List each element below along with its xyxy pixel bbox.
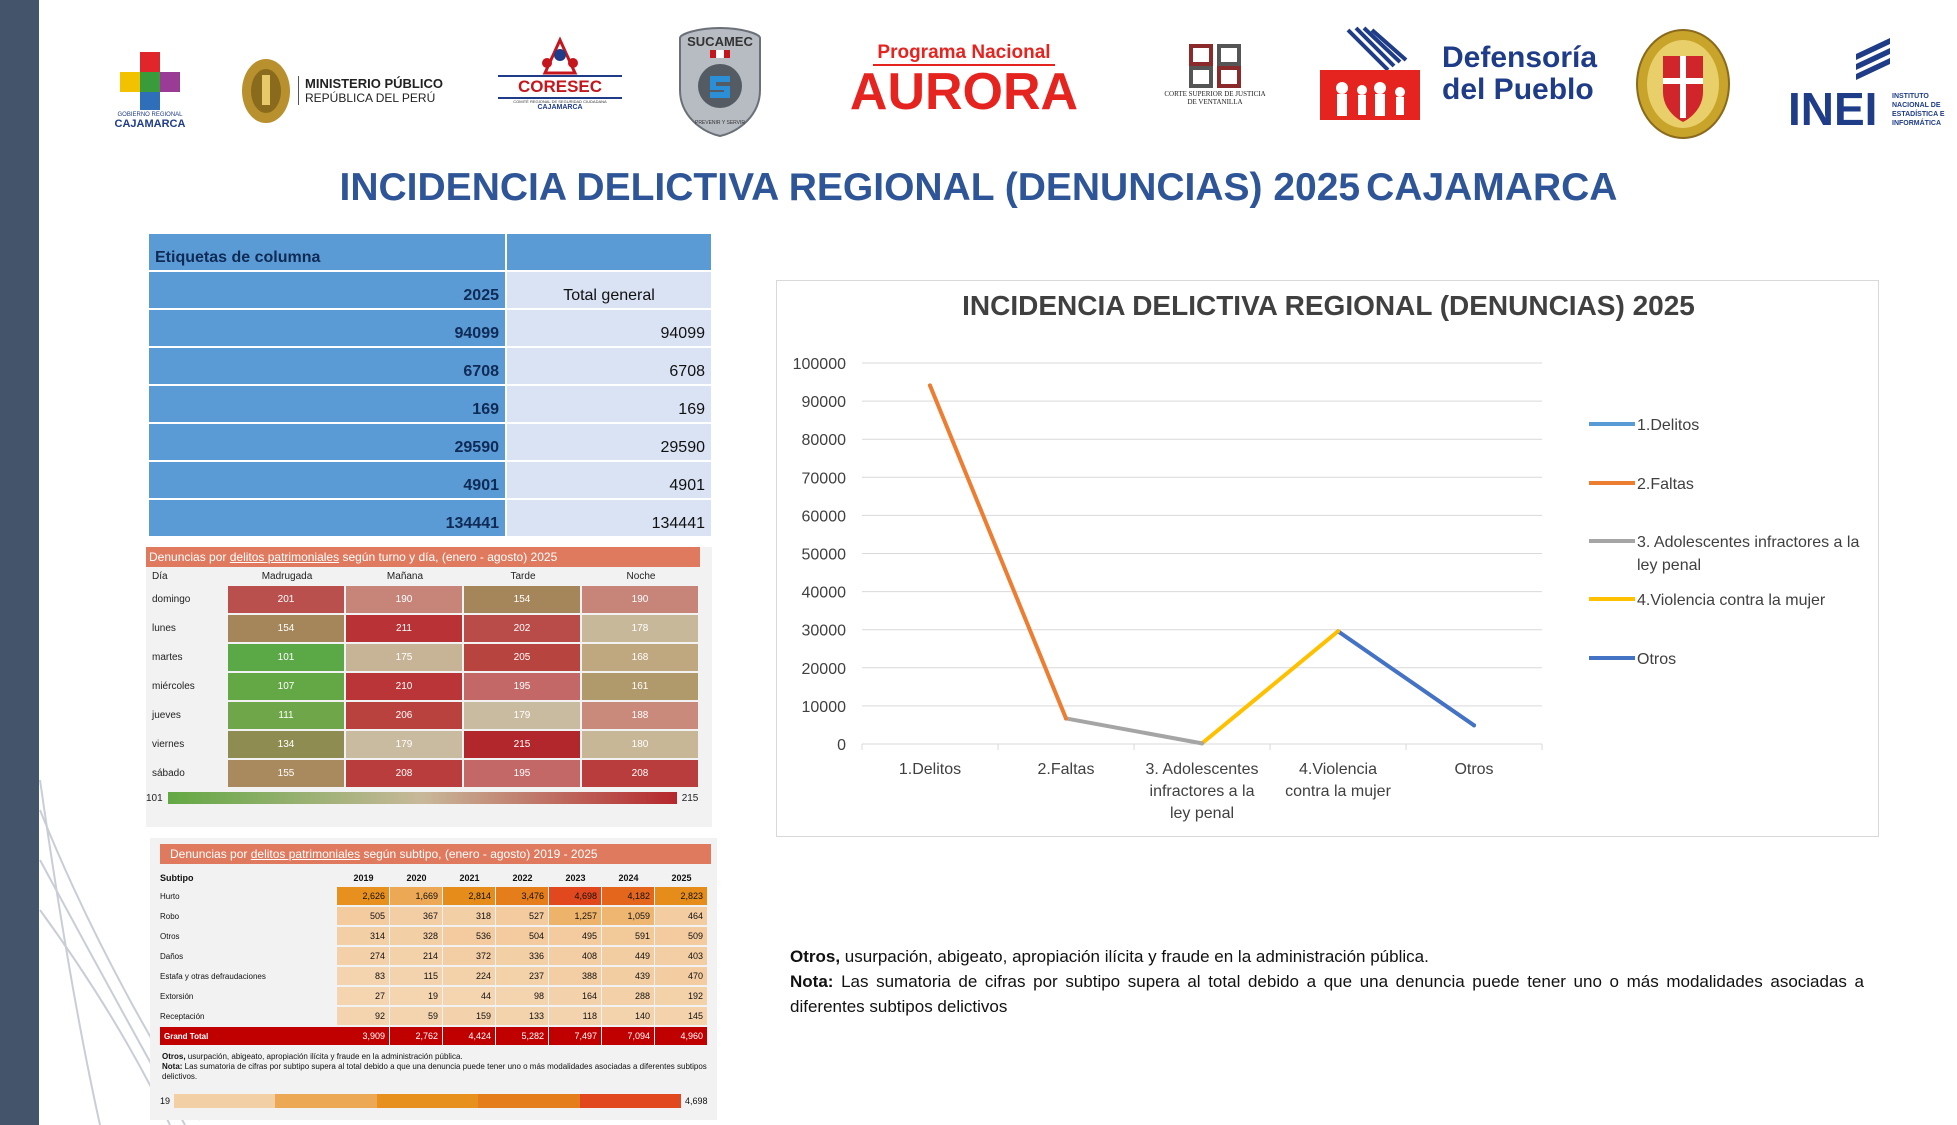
heatmap-turno-day: domingo [152,594,191,605]
heatmap-turno-cell: 211 [346,615,462,642]
y-tick-label: 10000 [801,698,846,716]
heatmap-subtipo-row [150,946,717,966]
heatmap-subtipo-note2 [162,1062,707,1082]
heatmap-subtipo-title-link: delitos patrimoniales [250,847,361,861]
heatmap-subtipo-row [150,886,717,906]
heatmap-turno-row [146,643,712,672]
y-tick-label: 20000 [801,660,846,678]
heatmap-subtipo-row [150,906,717,926]
logo-ministerio-line1: MINISTERIO PÚBLICO [305,75,443,91]
logo-corte-line1: CORTE SUPERIOR DE JUSTICIA [1164,90,1266,98]
heatmap-turno-day: sábado [152,768,185,779]
logo-inei [1788,34,1957,144]
footnote-nota [790,969,1864,1019]
footnote-otros-bold: Otros, [790,947,841,966]
logo-inei-line4: ESTADÍSTICA E [1892,111,1945,118]
heatmap-subtipo-cell: 439 [602,967,654,985]
pivot-rows [149,310,713,538]
heatmap-turno-header-tarde: Tarde [510,570,536,582]
legend-label: Otros [1637,651,1677,668]
heatmap-subtipo-cell: 2,814 [443,887,495,905]
heatmap-subtipo-header-year: 2021 [459,873,480,883]
line-segment [1338,631,1474,725]
data-point [1200,741,1204,745]
logo-cajamarca-line1: GOBIERNO REGIONAL [117,112,183,118]
heatmap-turno-cell: 195 [464,673,580,700]
logo-defensoria-line2: del Pueblo [1442,73,1594,106]
heatmap-turno-header-madrugada: Madrugada [261,570,313,582]
heatmap-subtipo-cell: 19 [390,987,442,1005]
heatmap-subtipo-name: Hurto [160,891,180,901]
heatmap-turno-cell: 179 [464,702,580,729]
logo-corte-line2: DE VENTANILLA [1187,98,1243,106]
heatmap-subtipo-header-year: 2022 [512,873,533,883]
pivot-subheader-row [149,272,713,310]
heatmap-turno-cell: 179 [346,731,462,758]
legend-swatch [275,1094,376,1108]
heatmap-subtipo-total-cell: 3,909 [337,1027,389,1045]
heatmap-subtipo-row [150,926,717,946]
pivot-cell-total: 4901 [507,462,711,498]
heatmap-subtipo-name: Extorsión [160,991,194,1001]
page-title-part2: CAJAMARCA [1366,166,1618,209]
heatmap-subtipo-cell: 133 [496,1007,548,1025]
heatmap-subtipo-rows [150,886,717,1046]
footnote-nota-bold: Nota: [790,972,834,991]
y-tick-label: 90000 [801,394,846,412]
heatmap-turno-cell: 188 [582,702,698,729]
legend-swatch [580,1094,681,1108]
legend-swatch [478,1094,579,1108]
heatmap-turno-day: lunes [152,623,176,634]
pivot-row [149,348,713,386]
logo-inei-line3: NACIONAL DE [1892,102,1941,109]
heatmap-turno-title-post: según turno y día, (enero - agosto) 2025 [339,550,558,564]
heatmap-subtipo-cell: 164 [549,987,601,1005]
y-tick-label: 50000 [801,546,846,564]
heatmap-subtipo-cell: 372 [443,947,495,965]
heatmap-turno-row [146,759,712,788]
heatmap-subtipo-header-year: 2024 [618,873,639,883]
logo-aurora-line2: AURORA [849,63,1079,121]
line-segment [930,385,1066,718]
heatmap-turno-cell: 168 [582,644,698,671]
heatmap-subtipo-total-cell: 4,424 [443,1027,495,1045]
heatmap-turno-row [146,672,712,701]
heatmap-subtipo-cell: 4,182 [602,887,654,905]
heatmap-subtipo-cell: 591 [602,927,654,945]
heatmap-subtipo-cell: 3,476 [496,887,548,905]
logo-inei-line5: INFORMÁTICA [1892,120,1941,127]
logo-defensoria-del-pueblo [1318,24,1598,124]
heatmap-subtipo-legend [150,1094,717,1108]
pivot-cell-year: 6708 [149,348,507,384]
heatmap-turno-title-pre: Denuncias por [149,550,230,564]
page-title [0,166,1957,210]
legend-swatch [377,1094,478,1108]
heatmap-turno-cell: 195 [464,760,580,787]
defensoria-emblem-icon [1318,26,1428,122]
data-point [1336,629,1340,633]
heatmap-subtipo-cell: 388 [549,967,601,985]
heatmap-subtipo-cell: 98 [496,987,548,1005]
heatmap-subtipo-cell: 314 [337,927,389,945]
y-tick-label: 70000 [801,470,846,488]
footnote-nota-text: Las sumatoria de cifras por subtipo supera al total debido a que una denuncia puede tener uno o más modalidades asociadas a diferentes subtipos delictivos [790,972,1864,1016]
heatmap-subtipo-cell: 1,669 [390,887,442,905]
heatmap-subtipo-cell: 328 [390,927,442,945]
heatmap-subtipo-cell: 288 [602,987,654,1005]
pivot-cell-total: 94099 [507,310,711,346]
legend-swatch [174,1094,275,1108]
heatmap-turno-cell: 178 [582,615,698,642]
heatmap-subtipo-cell: 470 [655,967,707,985]
heatmap-subtipo-note1-text: usurpación, abigeato, apropiación ilícita y fraude en la administración pública. [185,1052,463,1061]
pivot-cell-total: 134441 [507,500,711,536]
logo-coresec [495,35,625,120]
heatmap-subtipo-cell: 505 [337,907,389,925]
x-tick-label: 1.Delitos [898,761,962,778]
heatmap-subtipo-name: Receptación [160,1011,205,1021]
heatmap-subtipo-cell: 59 [390,1007,442,1025]
heatmap-subtipo-cell: 145 [655,1007,707,1025]
corte-emblem-icon [1187,42,1243,90]
heatmap-subtipo-cell: 27 [337,987,389,1005]
heatmap-subtipo-total-row [150,1026,717,1046]
pivot-row [149,424,713,462]
svg-text:PREVENIR Y SERVIR: PREVENIR Y SERVIR [694,120,746,126]
heatmap-subtipo-legend-min: 19 [160,1096,171,1106]
heatmap-subtipo-cell: 274 [337,947,389,965]
page-title-part1: INCIDENCIA DELICTIVA REGIONAL (DENUNCIAS) 2025 [339,166,1361,209]
heatmap-subtipo-cell: 115 [390,967,442,985]
heatmap-subtipo-header-year: 2025 [671,873,692,883]
heatmap-subtipo-cell: 408 [549,947,601,965]
heatmap-subtipo-cell: 403 [655,947,707,965]
heatmap-subtipo-cell: 536 [443,927,495,945]
police-shield-icon [1633,26,1733,142]
heatmap-turno-row [146,701,712,730]
inei-stripes-icon [1846,34,1906,84]
heatmap-turno-cell: 202 [464,615,580,642]
pivot-row [149,386,713,424]
heatmap-turno-header [146,567,712,585]
x-tick-label: Otros [1454,761,1494,778]
heatmap-turno-cell: 134 [228,731,344,758]
heatmap-turno-day: miércoles [152,681,195,692]
logo-corte-superior [1145,42,1285,122]
heatmap-turno-cell: 180 [582,731,698,758]
heatmap-subtipo [150,838,717,1120]
heatmap-subtipo-cell: 237 [496,967,548,985]
heatmap-turno-legend-max: 215 [681,792,699,804]
heatmap-subtipo-legend-bar [174,1094,681,1108]
cajamarca-cross-icon [118,50,182,112]
pivot-row [149,462,713,500]
heatmap-subtipo-total-label: Grand Total [160,1027,337,1045]
heatmap-turno-cell: 107 [228,673,344,700]
heatmap-subtipo-name: Otros [160,931,180,941]
heatmap-subtipo-cell: 509 [655,927,707,945]
heatmap-subtipo-legend-max: 4,698 [685,1096,708,1106]
heatmap-subtipo-cell: 318 [443,907,495,925]
heatmap-turno-cell: 208 [346,760,462,787]
heatmap-subtipo-total-cell: 2,762 [390,1027,442,1045]
heatmap-subtipo-cell: 504 [496,927,548,945]
heatmap-turno-cell: 161 [582,673,698,700]
logo-gobierno-regional-cajamarca [100,50,200,136]
heatmap-subtipo-cell: 1,059 [602,907,654,925]
pivot-row [149,500,713,538]
logo-cajamarca-line2: CAJAMARCA [114,118,186,130]
heatmap-turno-cell: 190 [346,586,462,613]
logo-defensoria-line1: Defensoría [1442,41,1598,74]
footnotes [790,944,1864,1019]
heatmap-turno-cell: 155 [228,760,344,787]
heatmap-subtipo-row [150,986,717,1006]
data-point [1064,716,1068,720]
heatmap-turno-header-manana: Mañana [386,570,424,582]
heatmap-turno-header-noche: Noche [626,570,656,582]
logo-coresec-line2: COMITÉ REGIONAL DE SEGURIDAD CIUDADANA [513,99,607,104]
heatmap-subtipo-cell: 214 [390,947,442,965]
heatmap-turno-cell: 201 [228,586,344,613]
pivot-cell-total: 169 [507,386,711,422]
heatmap-subtipo-cell: 192 [655,987,707,1005]
heatmap-subtipo-header-year: 2020 [406,873,427,883]
pivot-col-year: 2025 [149,272,507,308]
heatmap-subtipo-total-cell: 7,094 [602,1027,654,1045]
y-tick-label: 30000 [801,622,846,640]
heatmap-subtipo-title-post: según subtipo, (enero - agosto) 2019 - 2025 [360,847,598,861]
pivot-header-row [149,234,713,272]
logo-coresec-line1: CORESEC [517,77,603,96]
heatmap-subtipo-cell: 2,626 [337,887,389,905]
heatmap-subtipo-cell: 449 [602,947,654,965]
heatmap-subtipo-title-pre: Denuncias por [170,847,251,861]
pivot-cell-year: 4901 [149,462,507,498]
pivot-cell-total: 6708 [507,348,711,384]
heatmap-subtipo-cell: 92 [337,1007,389,1025]
pivot-cell-year: 169 [149,386,507,422]
heatmap-subtipo-cell: 2,823 [655,887,707,905]
y-tick-label: 60000 [801,508,846,526]
pivot-cell-year: 134441 [149,500,507,536]
y-tick-label: 0 [837,737,846,754]
pivot-header-label: Etiquetas de columna [149,234,507,270]
heatmap-subtipo-header-year: 2019 [353,873,374,883]
heatmap-turno-cell: 154 [464,586,580,613]
y-tick-label: 40000 [801,584,846,602]
data-point [928,383,932,387]
legend-label: 4.Violencia contra la mujer [1637,592,1826,609]
heatmap-subtipo-note1 [162,1052,707,1062]
heatmap-turno-header-dia: Día [152,570,168,582]
chart-title: INCIDENCIA DELICTIVA REGIONAL (DENUNCIAS) 2025 [962,290,1695,321]
heatmap-subtipo-name: Estafa y otras defraudaciones [160,971,266,981]
logo-coresec-line3: CAJAMARCA [537,104,583,111]
line-segment [1066,718,1202,743]
svg-text:SUCAMEC: SUCAMEC [687,34,753,49]
line-chart [777,281,1880,838]
heatmap-turno-day: martes [152,652,183,663]
heatmap-turno-rows [146,585,712,788]
heatmap-subtipo-note2-bold: Nota: [162,1062,183,1071]
logo-sucamec [676,24,764,139]
logo-inei-subtext [1892,92,1945,128]
pivot-cell-year: 94099 [149,310,507,346]
heatmap-subtipo-cell: 83 [337,967,389,985]
x-tick-label: 2.Faltas [1037,761,1095,778]
heatmap-subtipo-cell: 336 [496,947,548,965]
heatmap-subtipo-notes [150,1046,717,1082]
heatmap-subtipo-cell: 1,257 [549,907,601,925]
logo-ministerio-line2: REPÚBLICA DEL PERÚ [305,90,436,105]
heatmap-turno-legend [146,792,712,804]
pivot-row [149,310,713,348]
logo-inei-line2: INSTITUTO [1892,93,1929,100]
heatmap-subtipo-cell: 4,698 [549,887,601,905]
logo-ministerio-publico [240,55,460,125]
heatmap-subtipo-cell: 44 [443,987,495,1005]
logo-policia-nacional [1633,26,1733,142]
pivot-header-empty [507,234,711,270]
heatmap-turno-day: viernes [152,739,185,750]
heatmap-turno-row [146,614,712,643]
heatmap-subtipo-row [150,1006,717,1026]
heatmap-turno-legend-bar [168,792,677,804]
heatmap-subtipo-total-cell: 5,282 [496,1027,548,1045]
heatmap-subtipo-name: Daños [160,951,184,961]
legend-label: 2.Faltas [1637,476,1694,493]
coresec-emblem-icon [525,35,595,75]
heatmap-turno-row [146,585,712,614]
heatmap-turno-cell: 210 [346,673,462,700]
line-chart-panel [776,280,1879,837]
heatmap-turno-legend-min: 101 [146,792,163,804]
legend-label: 3. Adolescentes infractores a la ley penal [1637,534,1860,574]
heatmap-subtipo-cell: 118 [549,1007,601,1025]
heatmap-turno-dia [146,547,712,827]
heatmap-turno-cell: 154 [228,615,344,642]
heatmap-turno-cell: 215 [464,731,580,758]
legend-label: 1.Delitos [1637,417,1700,434]
line-segment [1202,631,1338,743]
y-tick-label: 100000 [792,356,846,373]
heatmap-subtipo-cell: 495 [549,927,601,945]
heatmap-turno-title-link: delitos patrimoniales [229,550,340,564]
logo-programa-aurora [836,42,1092,122]
heatmap-subtipo-cell: 159 [443,1007,495,1025]
logo-aurora-line1: Programa Nacional [873,42,1054,66]
heatmap-subtipo-total-cell: 4,960 [655,1027,707,1045]
heatmap-subtipo-note1-bold: Otros, [162,1052,186,1061]
heatmap-turno-cell: 175 [346,644,462,671]
heatmap-subtipo-cell: 367 [390,907,442,925]
pivot-cell-total: 29590 [507,424,711,460]
heatmap-subtipo-total-cell: 7,497 [549,1027,601,1045]
heatmap-subtipo-name: Robo [160,911,180,921]
heatmap-turno-cell: 101 [228,644,344,671]
heatmap-subtipo-row [150,966,717,986]
pivot-col-total: Total general [507,272,711,308]
heatmap-subtipo-cell: 464 [655,907,707,925]
heatmap-turno-cell: 111 [228,702,344,729]
x-tick-label: 3. Adolescentes infractores a la ley penal [1145,761,1259,822]
data-point [1472,723,1476,727]
heatmap-subtipo-header-year: 2023 [565,873,586,883]
heatmap-turno-day: jueves [152,710,181,721]
heatmap-subtipo-cell: 224 [443,967,495,985]
footnote-otros-text: usurpación, abigeato, apropiación ilícita y fraude en la administración pública. [840,947,1429,966]
ministerio-seal-icon [240,55,292,125]
heatmap-turno-title [146,547,700,567]
heatmap-turno-cell: 190 [582,586,698,613]
sucamec-shield-icon [676,24,764,139]
heatmap-turno-cell: 205 [464,644,580,671]
y-tick-label: 80000 [801,432,846,450]
heatmap-subtipo-header [150,870,717,886]
heatmap-turno-cell: 206 [346,702,462,729]
pivot-cell-year: 29590 [149,424,507,460]
heatmap-subtipo-cell: 527 [496,907,548,925]
heatmap-turno-row [146,730,712,759]
heatmap-subtipo-header-label: Subtipo [160,873,194,883]
heatmap-subtipo-title [160,844,711,864]
heatmap-turno-cell: 208 [582,760,698,787]
heatmap-subtipo-note2-text: Las sumatoria de cifras por subtipo supera al total debido a que una denuncia puede tener uno o más modalidades asociadas a diferentes subtipos delictivos. [162,1062,707,1081]
x-tick-label: 4.Violencia contra la mujer [1285,761,1391,800]
pivot-table [149,234,713,538]
logo-inei-line1: INEI [1788,83,1878,135]
heatmap-subtipo-cell: 140 [602,1007,654,1025]
footnote-otros [790,944,1864,969]
